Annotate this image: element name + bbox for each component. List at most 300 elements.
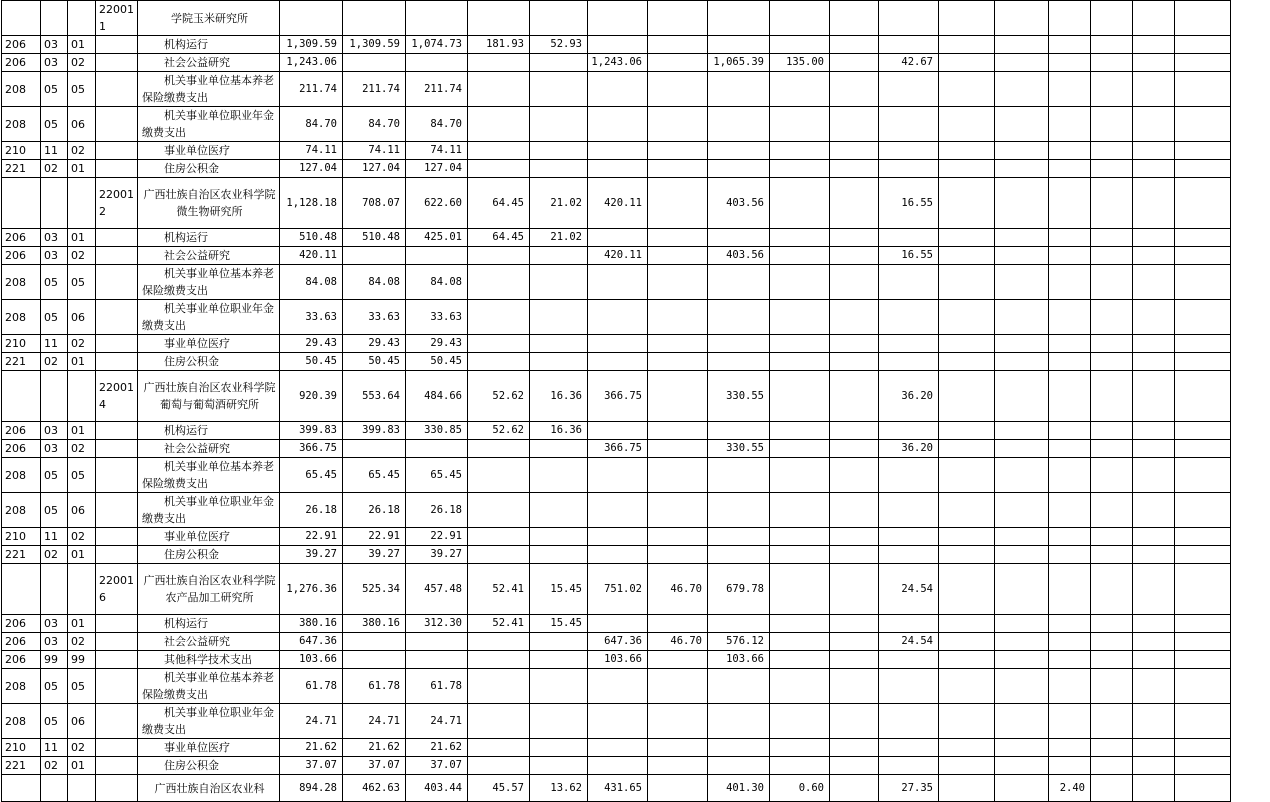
cell-basic-goods[interactable] [468,300,530,335]
cell-basic-other[interactable] [530,353,588,371]
cell-col-14[interactable] [830,247,879,265]
cell-col-20[interactable] [1133,36,1175,54]
cell-class-code[interactable]: 210 [2,142,41,160]
cell-col-14[interactable] [830,775,879,802]
cell-col-12[interactable] [708,72,770,107]
cell-basic-subtotal[interactable]: 21.62 [343,739,406,757]
cell-col-11[interactable] [648,669,708,704]
cell-basic-goods[interactable] [468,247,530,265]
cell-unit-code[interactable] [96,107,138,142]
cell-col-15[interactable]: 16.55 [879,247,939,265]
cell-col-17[interactable] [995,107,1049,142]
cell-basic-personnel[interactable]: 39.27 [406,546,468,564]
cell-basic-personnel[interactable]: 61.78 [406,669,468,704]
cell-col-19[interactable] [1091,72,1133,107]
cell-col-14[interactable] [830,300,879,335]
cell-col-13[interactable] [770,546,830,564]
cell-basic-subtotal[interactable] [343,440,406,458]
cell-col-21[interactable] [1175,265,1231,300]
cell-project-subtotal[interactable] [588,107,648,142]
cell-basic-other[interactable]: 16.36 [530,371,588,422]
cell-col-20[interactable] [1133,107,1175,142]
cell-col-18[interactable] [1049,493,1091,528]
cell-total[interactable]: 920.39 [280,371,343,422]
cell-class-code[interactable]: 210 [2,335,41,353]
cell-basic-subtotal[interactable]: 462.63 [343,775,406,802]
cell-col-17[interactable] [995,546,1049,564]
cell-name[interactable]: 机关事业单位基本养老保险缴费支出 [138,458,280,493]
cell-project-subtotal[interactable]: 420.11 [588,178,648,229]
cell-col-16[interactable] [939,422,995,440]
cell-col-18[interactable] [1049,422,1091,440]
cell-basic-goods[interactable] [468,440,530,458]
cell-col-12[interactable] [708,546,770,564]
cell-unit-code[interactable] [96,440,138,458]
cell-project-subtotal[interactable]: 420.11 [588,247,648,265]
cell-basic-subtotal[interactable]: 84.70 [343,107,406,142]
cell-project-subtotal[interactable] [588,160,648,178]
cell-col-19[interactable] [1091,300,1133,335]
cell-project-subtotal[interactable]: 1,243.06 [588,54,648,72]
cell-unit-code[interactable] [96,54,138,72]
cell-unit-code[interactable] [96,458,138,493]
cell-col-13[interactable]: 0.60 [770,775,830,802]
cell-total[interactable]: 127.04 [280,160,343,178]
cell-basic-subtotal[interactable]: 74.11 [343,142,406,160]
cell-col-13[interactable] [770,247,830,265]
cell-col-16[interactable] [939,142,995,160]
cell-basic-goods[interactable] [468,651,530,669]
cell-item-code[interactable]: 03 [41,615,68,633]
cell-col-17[interactable] [995,669,1049,704]
cell-basic-goods[interactable]: 64.45 [468,178,530,229]
cell-col-11[interactable] [648,1,708,36]
cell-col-15[interactable] [879,757,939,775]
cell-basic-other[interactable] [530,546,588,564]
cell-col-12[interactable] [708,300,770,335]
cell-col-19[interactable] [1091,422,1133,440]
cell-basic-goods[interactable]: 181.93 [468,36,530,54]
cell-unit-code[interactable] [96,633,138,651]
cell-col-14[interactable] [830,615,879,633]
cell-col-21[interactable] [1175,371,1231,422]
cell-project-subtotal[interactable] [588,1,648,36]
cell-col-18[interactable] [1049,335,1091,353]
cell-col-20[interactable] [1133,300,1175,335]
cell-total[interactable]: 894.28 [280,775,343,802]
cell-basic-other[interactable] [530,142,588,160]
cell-name[interactable]: 住房公积金 [138,160,280,178]
cell-col-12[interactable] [708,422,770,440]
cell-col-11[interactable] [648,36,708,54]
cell-col-11[interactable] [648,704,708,739]
cell-item-code[interactable]: 02 [41,546,68,564]
cell-basic-goods[interactable] [468,546,530,564]
cell-col-19[interactable] [1091,142,1133,160]
cell-col-14[interactable] [830,335,879,353]
cell-total[interactable]: 380.16 [280,615,343,633]
cell-basic-goods[interactable] [468,72,530,107]
cell-basic-personnel[interactable]: 21.62 [406,739,468,757]
cell-name[interactable]: 广西壮族自治区农业科学院微生物研究所 [138,178,280,229]
cell-col-21[interactable] [1175,178,1231,229]
cell-subitem-code[interactable]: 01 [68,36,96,54]
cell-col-20[interactable] [1133,54,1175,72]
cell-unit-code[interactable] [96,739,138,757]
cell-total[interactable]: 84.08 [280,265,343,300]
cell-basic-personnel[interactable]: 403.44 [406,775,468,802]
cell-basic-subtotal[interactable]: 708.07 [343,178,406,229]
cell-project-subtotal[interactable] [588,142,648,160]
cell-class-code[interactable] [2,775,41,802]
cell-col-16[interactable] [939,528,995,546]
cell-basic-personnel[interactable]: 84.08 [406,265,468,300]
cell-basic-goods[interactable] [468,493,530,528]
cell-basic-other[interactable] [530,669,588,704]
cell-col-15[interactable] [879,1,939,36]
cell-col-12[interactable] [708,160,770,178]
cell-col-11[interactable]: 46.70 [648,633,708,651]
cell-col-15[interactable]: 36.20 [879,371,939,422]
cell-unit-code[interactable]: 22001 2 [96,178,138,229]
cell-col-17[interactable] [995,458,1049,493]
cell-class-code[interactable]: 206 [2,422,41,440]
cell-name[interactable]: 社会公益研究 [138,247,280,265]
cell-col-12[interactable] [708,335,770,353]
cell-col-18[interactable] [1049,178,1091,229]
cell-col-14[interactable] [830,440,879,458]
cell-basic-subtotal[interactable]: 1,309.59 [343,36,406,54]
cell-col-13[interactable] [770,739,830,757]
cell-basic-subtotal[interactable]: 29.43 [343,335,406,353]
cell-col-15[interactable]: 24.54 [879,633,939,651]
cell-basic-personnel[interactable]: 1,074.73 [406,36,468,54]
cell-item-code[interactable]: 11 [41,335,68,353]
cell-col-20[interactable] [1133,775,1175,802]
cell-col-17[interactable] [995,160,1049,178]
cell-col-17[interactable] [995,633,1049,651]
cell-basic-personnel[interactable] [406,1,468,36]
cell-col-17[interactable] [995,493,1049,528]
cell-name[interactable]: 事业单位医疗 [138,739,280,757]
cell-col-19[interactable] [1091,440,1133,458]
cell-col-19[interactable] [1091,669,1133,704]
cell-col-18[interactable] [1049,440,1091,458]
cell-basic-subtotal[interactable]: 33.63 [343,300,406,335]
cell-name[interactable]: 社会公益研究 [138,633,280,651]
cell-col-20[interactable] [1133,615,1175,633]
cell-basic-other[interactable] [530,107,588,142]
cell-col-20[interactable] [1133,247,1175,265]
cell-col-17[interactable] [995,775,1049,802]
cell-col-11[interactable] [648,335,708,353]
cell-col-13[interactable] [770,422,830,440]
cell-class-code[interactable]: 206 [2,651,41,669]
cell-project-subtotal[interactable] [588,739,648,757]
cell-project-subtotal[interactable]: 366.75 [588,371,648,422]
cell-col-14[interactable] [830,757,879,775]
cell-basic-goods[interactable] [468,669,530,704]
cell-col-17[interactable] [995,564,1049,615]
cell-basic-other[interactable]: 21.02 [530,178,588,229]
cell-col-18[interactable] [1049,142,1091,160]
cell-col-12[interactable]: 330.55 [708,371,770,422]
cell-col-18[interactable] [1049,160,1091,178]
cell-basic-personnel[interactable]: 29.43 [406,335,468,353]
cell-col-13[interactable] [770,353,830,371]
cell-col-14[interactable] [830,229,879,247]
cell-basic-subtotal[interactable] [343,651,406,669]
cell-col-13[interactable] [770,493,830,528]
cell-col-18[interactable] [1049,229,1091,247]
cell-basic-subtotal[interactable]: 50.45 [343,353,406,371]
cell-basic-goods[interactable] [468,335,530,353]
cell-class-code[interactable]: 208 [2,107,41,142]
cell-basic-goods[interactable] [468,757,530,775]
cell-basic-subtotal[interactable]: 525.34 [343,564,406,615]
cell-col-18[interactable] [1049,1,1091,36]
cell-unit-code[interactable] [96,615,138,633]
cell-col-18[interactable] [1049,704,1091,739]
cell-basic-goods[interactable] [468,353,530,371]
cell-col-18[interactable] [1049,615,1091,633]
cell-basic-other[interactable] [530,458,588,493]
cell-col-11[interactable] [648,142,708,160]
cell-item-code[interactable]: 11 [41,142,68,160]
cell-class-code[interactable]: 208 [2,493,41,528]
cell-unit-code[interactable] [96,36,138,54]
cell-col-20[interactable] [1133,1,1175,36]
cell-class-code[interactable] [2,564,41,615]
cell-total[interactable] [280,1,343,36]
cell-name[interactable]: 机构运行 [138,615,280,633]
cell-col-17[interactable] [995,300,1049,335]
cell-basic-personnel[interactable]: 312.30 [406,615,468,633]
cell-total[interactable]: 50.45 [280,353,343,371]
cell-col-12[interactable] [708,757,770,775]
cell-subitem-code[interactable]: 01 [68,757,96,775]
cell-col-13[interactable] [770,229,830,247]
cell-col-11[interactable] [648,265,708,300]
cell-name[interactable]: 社会公益研究 [138,440,280,458]
cell-basic-other[interactable] [530,704,588,739]
cell-total[interactable]: 399.83 [280,422,343,440]
cell-name[interactable]: 机关事业单位职业年金缴费支出 [138,493,280,528]
cell-col-21[interactable] [1175,615,1231,633]
cell-col-21[interactable] [1175,422,1231,440]
cell-basic-subtotal[interactable]: 65.45 [343,458,406,493]
cell-col-19[interactable] [1091,371,1133,422]
cell-total[interactable]: 61.78 [280,669,343,704]
cell-col-14[interactable] [830,633,879,651]
cell-subitem-code[interactable]: 05 [68,669,96,704]
cell-item-code[interactable]: 05 [41,669,68,704]
cell-col-17[interactable] [995,54,1049,72]
cell-basic-personnel[interactable]: 457.48 [406,564,468,615]
cell-col-16[interactable] [939,247,995,265]
cell-col-12[interactable] [708,36,770,54]
cell-item-code[interactable]: 03 [41,247,68,265]
cell-col-17[interactable] [995,229,1049,247]
cell-class-code[interactable]: 208 [2,265,41,300]
cell-total[interactable]: 1,128.18 [280,178,343,229]
cell-basic-personnel[interactable]: 425.01 [406,229,468,247]
cell-basic-other[interactable] [530,757,588,775]
cell-col-18[interactable] [1049,458,1091,493]
cell-unit-code[interactable] [96,422,138,440]
cell-col-15[interactable]: 42.67 [879,54,939,72]
cell-col-21[interactable] [1175,107,1231,142]
cell-col-18[interactable] [1049,300,1091,335]
cell-col-15[interactable] [879,546,939,564]
cell-col-14[interactable] [830,160,879,178]
cell-col-14[interactable] [830,739,879,757]
cell-project-subtotal[interactable]: 103.66 [588,651,648,669]
cell-col-17[interactable] [995,440,1049,458]
cell-col-18[interactable] [1049,546,1091,564]
cell-basic-subtotal[interactable] [343,633,406,651]
cell-basic-subtotal[interactable]: 84.08 [343,265,406,300]
cell-subitem-code[interactable]: 06 [68,300,96,335]
cell-col-20[interactable] [1133,371,1175,422]
cell-basic-personnel[interactable]: 211.74 [406,72,468,107]
cell-subitem-code[interactable]: 06 [68,493,96,528]
cell-col-16[interactable] [939,229,995,247]
cell-class-code[interactable]: 208 [2,458,41,493]
cell-col-12[interactable] [708,107,770,142]
cell-col-17[interactable] [995,528,1049,546]
cell-col-11[interactable] [648,775,708,802]
cell-col-14[interactable] [830,1,879,36]
cell-col-18[interactable] [1049,36,1091,54]
cell-basic-goods[interactable]: 64.45 [468,229,530,247]
cell-col-16[interactable] [939,72,995,107]
cell-col-13[interactable] [770,300,830,335]
cell-col-13[interactable] [770,265,830,300]
cell-project-subtotal[interactable] [588,493,648,528]
cell-col-18[interactable] [1049,247,1091,265]
cell-col-13[interactable] [770,72,830,107]
cell-name[interactable]: 学院玉米研究所 [138,1,280,36]
cell-total[interactable]: 1,309.59 [280,36,343,54]
cell-col-14[interactable] [830,546,879,564]
cell-col-12[interactable]: 403.56 [708,178,770,229]
cell-col-21[interactable] [1175,142,1231,160]
cell-unit-code[interactable] [96,546,138,564]
cell-col-11[interactable] [648,54,708,72]
cell-col-17[interactable] [995,265,1049,300]
cell-col-11[interactable] [648,528,708,546]
cell-name[interactable]: 住房公积金 [138,353,280,371]
cell-class-code[interactable]: 221 [2,546,41,564]
cell-col-19[interactable] [1091,546,1133,564]
cell-col-14[interactable] [830,54,879,72]
cell-col-17[interactable] [995,247,1049,265]
cell-col-14[interactable] [830,422,879,440]
cell-col-15[interactable] [879,669,939,704]
cell-col-18[interactable] [1049,633,1091,651]
cell-basic-other[interactable]: 52.93 [530,36,588,54]
cell-col-15[interactable] [879,458,939,493]
cell-subitem-code[interactable]: 02 [68,142,96,160]
cell-col-17[interactable] [995,651,1049,669]
cell-basic-goods[interactable] [468,704,530,739]
cell-basic-other[interactable]: 16.36 [530,422,588,440]
cell-col-18[interactable] [1049,651,1091,669]
cell-col-11[interactable] [648,422,708,440]
cell-col-16[interactable] [939,739,995,757]
cell-col-20[interactable] [1133,633,1175,651]
cell-col-15[interactable]: 16.55 [879,178,939,229]
cell-project-subtotal[interactable] [588,353,648,371]
cell-basic-goods[interactable] [468,142,530,160]
cell-subitem-code[interactable]: 06 [68,704,96,739]
cell-total[interactable]: 26.18 [280,493,343,528]
cell-basic-subtotal[interactable]: 553.64 [343,371,406,422]
cell-col-21[interactable] [1175,633,1231,651]
cell-project-subtotal[interactable] [588,669,648,704]
cell-col-11[interactable] [648,72,708,107]
cell-col-15[interactable] [879,142,939,160]
cell-basic-goods[interactable]: 45.57 [468,775,530,802]
cell-name[interactable]: 广西壮族自治区农业科学院葡萄与葡萄酒研究所 [138,371,280,422]
cell-unit-code[interactable] [96,247,138,265]
cell-col-19[interactable] [1091,1,1133,36]
cell-total[interactable]: 21.62 [280,739,343,757]
cell-col-16[interactable] [939,440,995,458]
cell-total[interactable]: 29.43 [280,335,343,353]
cell-basic-personnel[interactable] [406,247,468,265]
cell-col-11[interactable] [648,247,708,265]
cell-col-11[interactable] [648,107,708,142]
cell-basic-subtotal[interactable] [343,1,406,36]
cell-basic-personnel[interactable] [406,54,468,72]
cell-col-17[interactable] [995,72,1049,107]
cell-basic-other[interactable] [530,335,588,353]
cell-col-21[interactable] [1175,335,1231,353]
cell-col-20[interactable] [1133,704,1175,739]
cell-unit-code[interactable]: 22001 6 [96,564,138,615]
cell-basic-personnel[interactable]: 65.45 [406,458,468,493]
cell-class-code[interactable]: 206 [2,36,41,54]
cell-col-11[interactable] [648,739,708,757]
cell-col-11[interactable] [648,440,708,458]
cell-col-20[interactable] [1133,160,1175,178]
cell-col-16[interactable] [939,458,995,493]
cell-col-11[interactable] [648,651,708,669]
cell-unit-code[interactable] [96,265,138,300]
cell-name[interactable]: 事业单位医疗 [138,142,280,160]
cell-col-12[interactable]: 679.78 [708,564,770,615]
cell-col-12[interactable] [708,142,770,160]
cell-col-15[interactable] [879,493,939,528]
cell-col-11[interactable] [648,615,708,633]
cell-col-16[interactable] [939,353,995,371]
cell-item-code[interactable]: 05 [41,458,68,493]
cell-col-15[interactable] [879,615,939,633]
cell-item-code[interactable] [41,371,68,422]
cell-col-16[interactable] [939,757,995,775]
cell-item-code[interactable]: 03 [41,633,68,651]
cell-project-subtotal[interactable] [588,458,648,493]
cell-col-12[interactable]: 403.56 [708,247,770,265]
cell-col-13[interactable] [770,440,830,458]
cell-col-19[interactable] [1091,739,1133,757]
cell-class-code[interactable]: 221 [2,353,41,371]
cell-class-code[interactable]: 206 [2,440,41,458]
cell-basic-goods[interactable] [468,458,530,493]
cell-unit-code[interactable] [96,528,138,546]
